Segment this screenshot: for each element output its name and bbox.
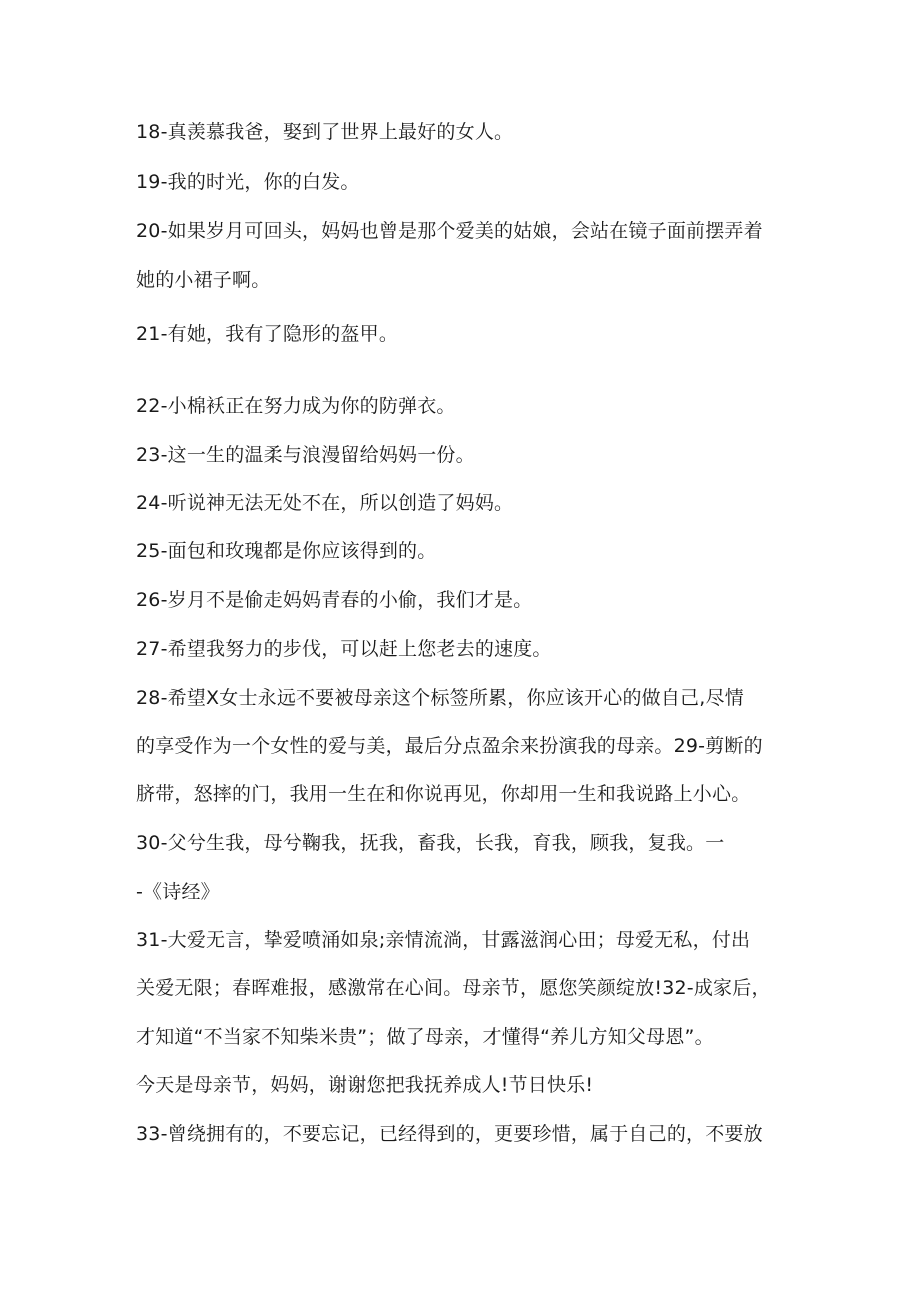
text-line: 28-希望X女士永远不要被母亲这个标签所累，你应该开心的做自己,尽情 [136, 687, 744, 709]
text-line: 24-听说神无法无处不在，所以创造了妈妈。 [136, 492, 514, 514]
text-line: -《诗经》 [136, 881, 220, 903]
text-line: 的享受作为一个女性的爱与美，最后分点盈余来扮演我的母亲。29-剪断的 [136, 735, 763, 757]
text-line: 33-曾绕拥有的，不要忘记，已经得到的，更要珍惜，属于自己的，不要放 [136, 1123, 763, 1145]
text-line: 22-小棉袄正在努力成为你的防弹衣。 [136, 395, 456, 417]
text-line: 30-父兮生我，母兮鞠我，抚我，畜我，长我，育我，顾我，复我。一 [136, 832, 725, 854]
text-line: 19-我的时光，你的白发。 [136, 171, 360, 193]
text-line: 18-真羡慕我爸，娶到了世界上最好的女人。 [136, 121, 514, 143]
text-line: 21-有她，我有了隐形的盔甲。 [136, 323, 399, 345]
text-line: 今天是母亲节，妈妈，谢谢您把我抚养成人!节日快乐! [136, 1074, 594, 1096]
text-line: 31-大爱无言，挚爱喷涌如泉;亲情流淌，甘露滋润心田；母爱无私，付出 [136, 929, 751, 951]
text-line: 20-如果岁月可回头，妈妈也曾是那个爱美的姑娘，会站在镜子面前摆弄着 [136, 220, 763, 242]
text-line: 脐带，怒摔的门，我用一生在和你说再见，你却用一生和我说路上小心。 [136, 783, 751, 805]
text-line: 23-这一生的温柔与浪漫留给妈妈一份。 [136, 444, 475, 466]
text-line: 才知道“不当家不知柴米贵”；做了母亲，才懂得“养儿方知父母恩”。 [136, 1026, 714, 1048]
text-line: 她的小裙子啊。 [136, 269, 271, 291]
text-line: 26-岁月不是偷走妈妈青春的小偷，我们才是。 [136, 589, 533, 611]
text-line: 25-面包和玫瑰都是你应该得到的。 [136, 540, 437, 562]
text-line: 27-希望我努力的步伐，可以赶上您老去的速度。 [136, 638, 552, 660]
text-line: 关爱无限；春晖难报，感激常在心间。母亲节，愿您笑颜绽放!32-成家后， [136, 977, 771, 999]
